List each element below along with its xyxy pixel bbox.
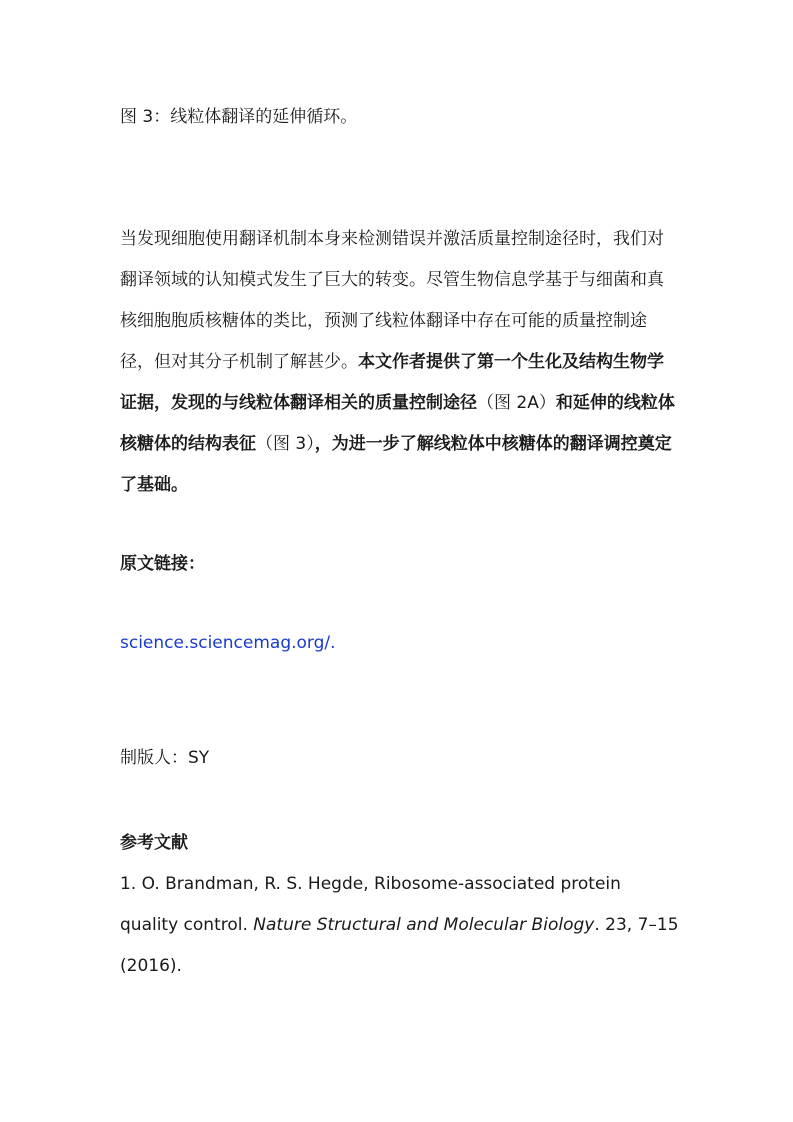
body-paragraph (120, 219, 680, 506)
paragraph-bold-3: ，为进一步了解线粒体中核糖体的翻译调控奠定了基础。 (120, 434, 672, 495)
references-heading: 参考文献 (120, 833, 188, 853)
reference-suffix: . 23, 7–15 (2016). (120, 915, 679, 976)
reference-prefix: 1. O. Brandman, R. S. Hegde, Ribosome-associated protein quality control. (120, 874, 621, 935)
reference-item (120, 864, 680, 987)
figure-caption: 图 3：线粒体翻译的延伸循环。 (120, 107, 358, 127)
paragraph-text: 当发现细胞使用翻译机制本身来检测错误并激活质量控制途径时，我们对翻译领域的认知模式发生了巨大的转变。尽管生物信息学基于与细菌和真核细胞胞质核糖体的类比，预测了线粒体翻译中存在可能的质量控制途径，但对其分子机制了解甚少。 (120, 229, 664, 372)
paragraph-bold-1: 本文作者提供了第一个生化及结构生物学证据，发现的与线粒体翻译相关的质量控制途径 (120, 352, 664, 413)
source-link-heading: 原文链接： (120, 554, 205, 574)
paragraph-bold-2: 和延伸的线粒体核糖体的结构表征 (120, 393, 675, 454)
editor-credit: 制版人：SY (120, 748, 210, 768)
reference-journal: Nature Structural and Molecular Biology (253, 915, 595, 935)
paragraph-ref-fig3: （图 3） (256, 434, 315, 454)
paragraph-ref-fig2a: （图 2A） (477, 393, 556, 413)
source-link[interactable]: science.sciencemag.org/. (120, 633, 336, 653)
